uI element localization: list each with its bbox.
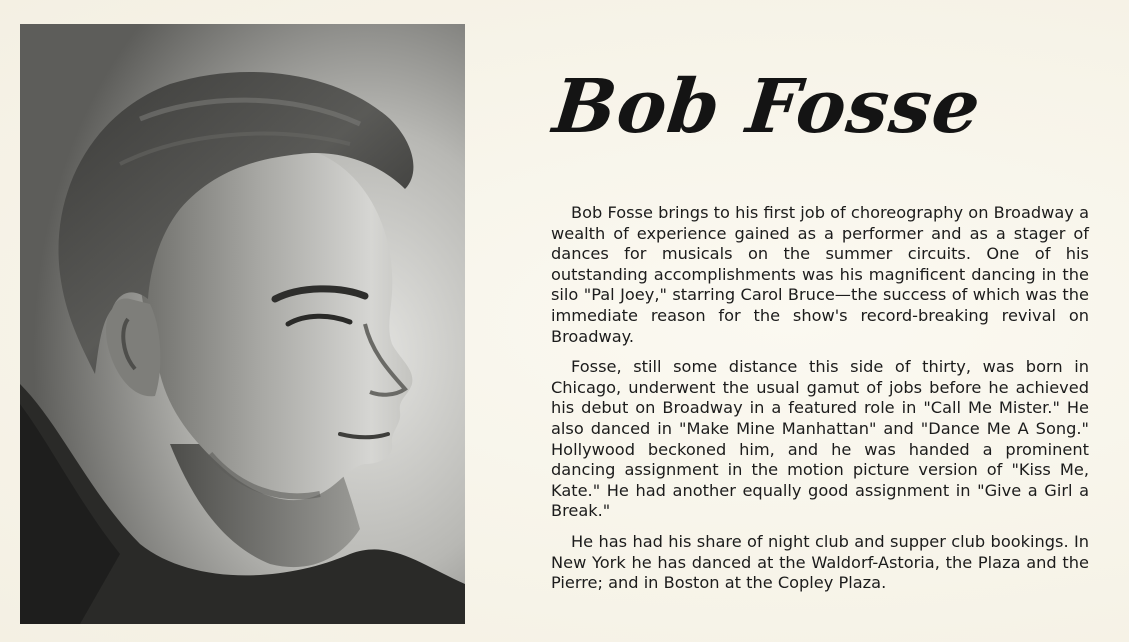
portrait-photo-icon (20, 24, 465, 624)
bio-paragraph-3: He has had his share of night club and supper club bookings. In New York he has danced at the Waldorf-Astoria, the Plaza and the Pierre; and in Boston at the Copley Plaza. (551, 531, 1089, 593)
name-heading: Bob Fosse (549, 64, 985, 150)
bio-paragraph-1: Bob Fosse brings to his first job of choreography on Broadway a wealth of experience gained as a performer and as a stager of dances for musicals on the summer circuits. One of his outstanding accomplishments was his magnificent dancing in the silo "Pal Joey," starring Carol Bruce—the success of which was the immediate reason for the show's record-breaking revival on Broadway. (551, 203, 1089, 346)
biography-text (551, 203, 1089, 604)
bio-paragraph-2: Fosse, still some distance this side of thirty, was born in Chicago, underwent the usual gamut of jobs before he achieved his debut on Broadway in a featured role in "Call Me Mister." He also danced in "Make Mine Manhattan" and "Dance Me A Song." Hollywood beckoned him, and he was handed a prominent dancing assignment in the motion picture version of "Kiss Me, Kate." He had another equally good assignment in "Give a Girl a Break." (551, 357, 1089, 521)
portrait-photo (20, 24, 465, 624)
